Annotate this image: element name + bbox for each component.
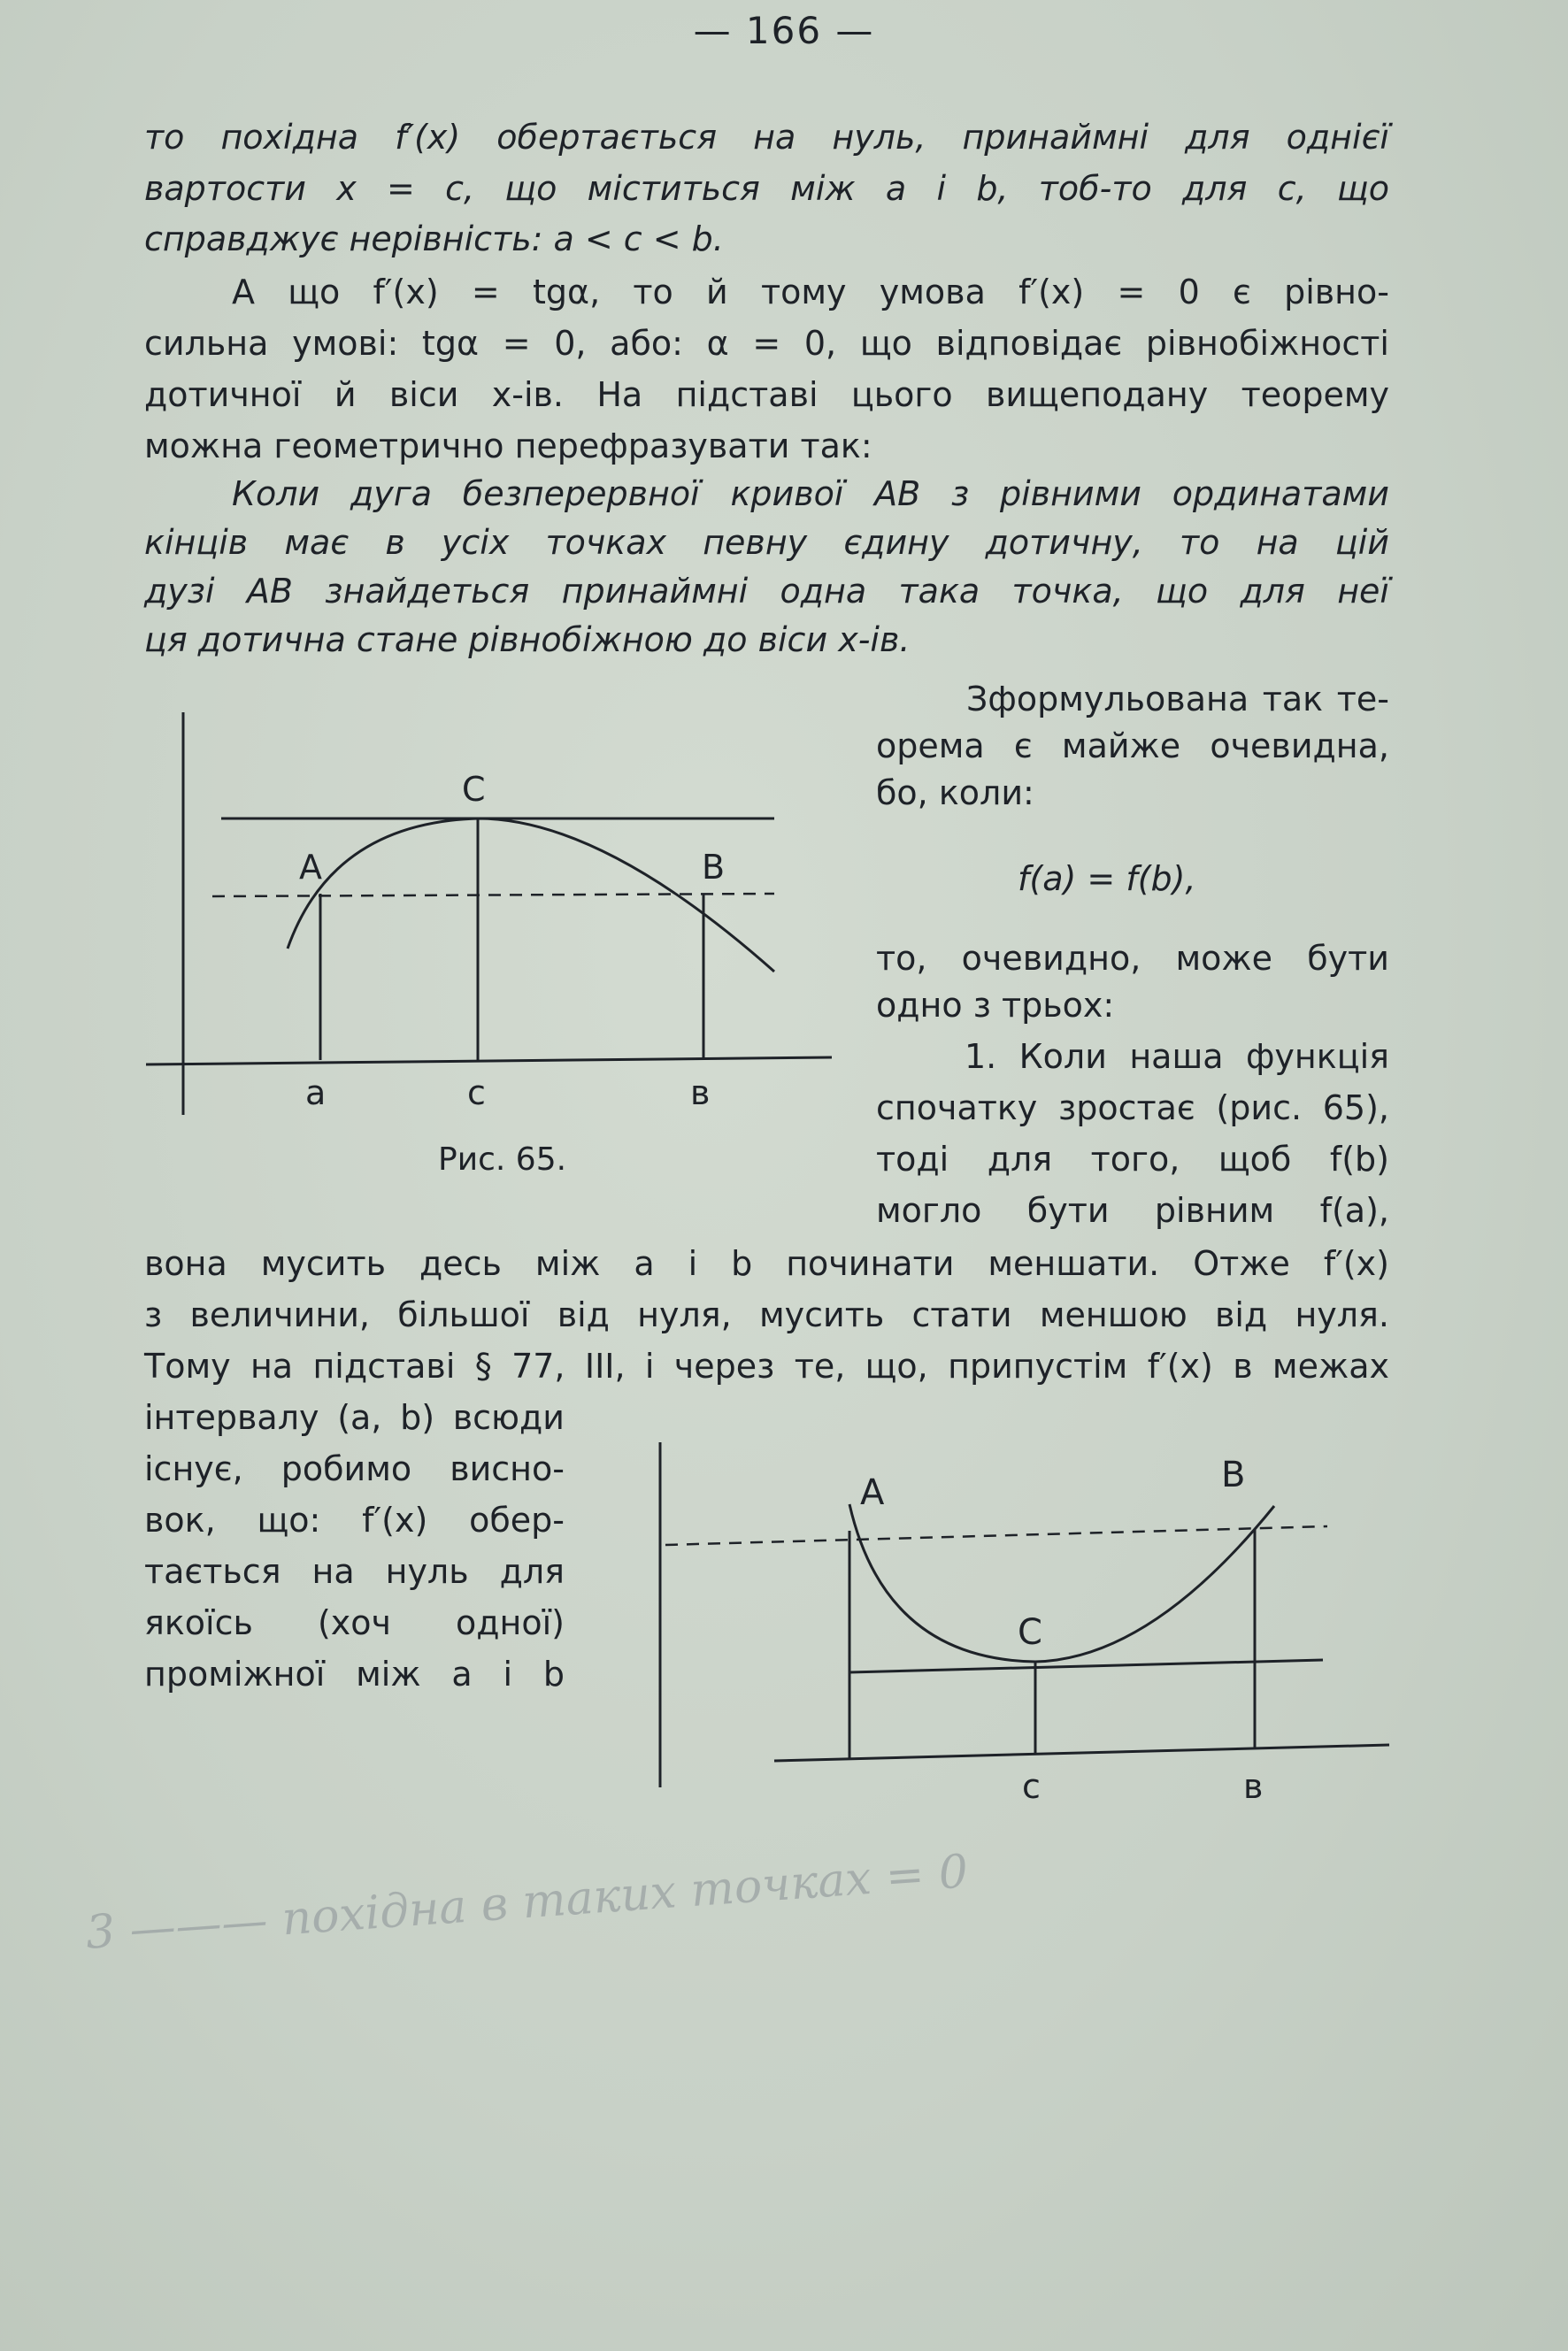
fig66-curve [849,1504,1274,1662]
right-line-1: Зформульована так те- [966,680,1389,718]
fig65-label-B: B [702,848,726,887]
fig65-label-a: a [305,1073,327,1112]
text-line-3: справджує нерівність: a < c < b. [144,219,724,258]
right-line-8: спочатку зростає (рис. 65), [876,1088,1389,1127]
text-line-6: дотичної й віси x-ів. На підставі цього вищеподану теорему [144,375,1389,414]
mid-line-2: з величини, більшої від нуля, мусить стати меншою від нуля. [144,1295,1389,1334]
fig65-label-C: C [462,770,486,809]
right-line-7: 1. Коли наша функція [965,1037,1389,1076]
fig65-label-b: в [690,1073,711,1112]
page-number: — 166 — [693,9,875,52]
left-line-4: тається на нуль для [144,1552,565,1591]
theorem-line-1: Коли дуга безперервної кривої AB з рівними ординатами [232,474,1389,513]
fig66-tangent-line [849,1660,1323,1672]
left-line-1: інтервалу (a, b) всюди [144,1398,565,1437]
right-line-6: одно з трьох: [876,986,1115,1025]
fig66-label-b: в [1243,1767,1264,1806]
left-line-3: вок, що: f′(x) обер- [144,1501,565,1540]
right-line-2: орема є майже очевидна, [876,726,1389,765]
fig66-label-A: A [860,1472,885,1513]
right-line-9: тоді для того, щоб f(b) [876,1140,1389,1179]
figure-65-caption: Рис. 65. [438,1141,567,1178]
fig66-label-C: C [1018,1612,1042,1653]
fig66-dashed-ordinate [665,1526,1327,1545]
left-line-6: проміжної між a і b [144,1655,565,1694]
text-line-1: то похідна f′(x) обертається на нуль, принаймні для однієї [144,118,1389,157]
right-formula: f(a) = f(b), [1018,859,1196,898]
text-line-5: сильна умові: tgα = 0, або: α = 0, що відповідає рівнобіжності [144,324,1389,363]
fig66-label-c: c [1022,1767,1041,1806]
mid-line-1: вона мусить десь між a і b починати меншати. Отже f′(x) [144,1244,1389,1283]
right-line-5: то, очевидно, може бути [876,939,1389,978]
fig65-label-A: A [299,848,322,887]
text-line-7: можна геометрично перефразувати так: [144,426,872,465]
theorem-line-3: дузі AB знайдеться принаймні одна така точка, що для неї [144,572,1389,611]
left-line-5: якоїсь (хоч одної) [144,1603,565,1642]
theorem-line-2: кінців має в усіх точках певну єдину дотичну, то на цій [144,523,1389,562]
text-line-4: А що f′(x) = tgα, то й тому умова f′(x) = 0 є рівно- [232,273,1389,311]
fig65-x-axis [146,1057,832,1064]
text-line-2: вартости x = c, що міститься між a і b, тоб-то для c, що [144,169,1389,208]
fig66-label-B: B [1221,1455,1246,1495]
right-line-10: могло бути рівним f(a), [876,1191,1389,1230]
figure-65 [142,708,841,1186]
fig65-dashed-ordinate [212,894,774,896]
fig65-label-c: c [467,1073,486,1112]
left-line-2: існує, робимо висно- [144,1449,565,1488]
mid-line-3: Тому на підставі § 77, III, і через те, що, припустім f′(x) в межах [144,1347,1389,1386]
theorem-line-4: ця дотична стане рівнобіжною до віси x-ів. [144,620,911,659]
fig66-x-axis [774,1745,1389,1761]
right-line-3: бо, коли: [876,773,1034,812]
figure-66 [655,1433,1398,1814]
pencil-annotation: 3 ——— похідна в таких точках = 0 [84,1845,970,1960]
